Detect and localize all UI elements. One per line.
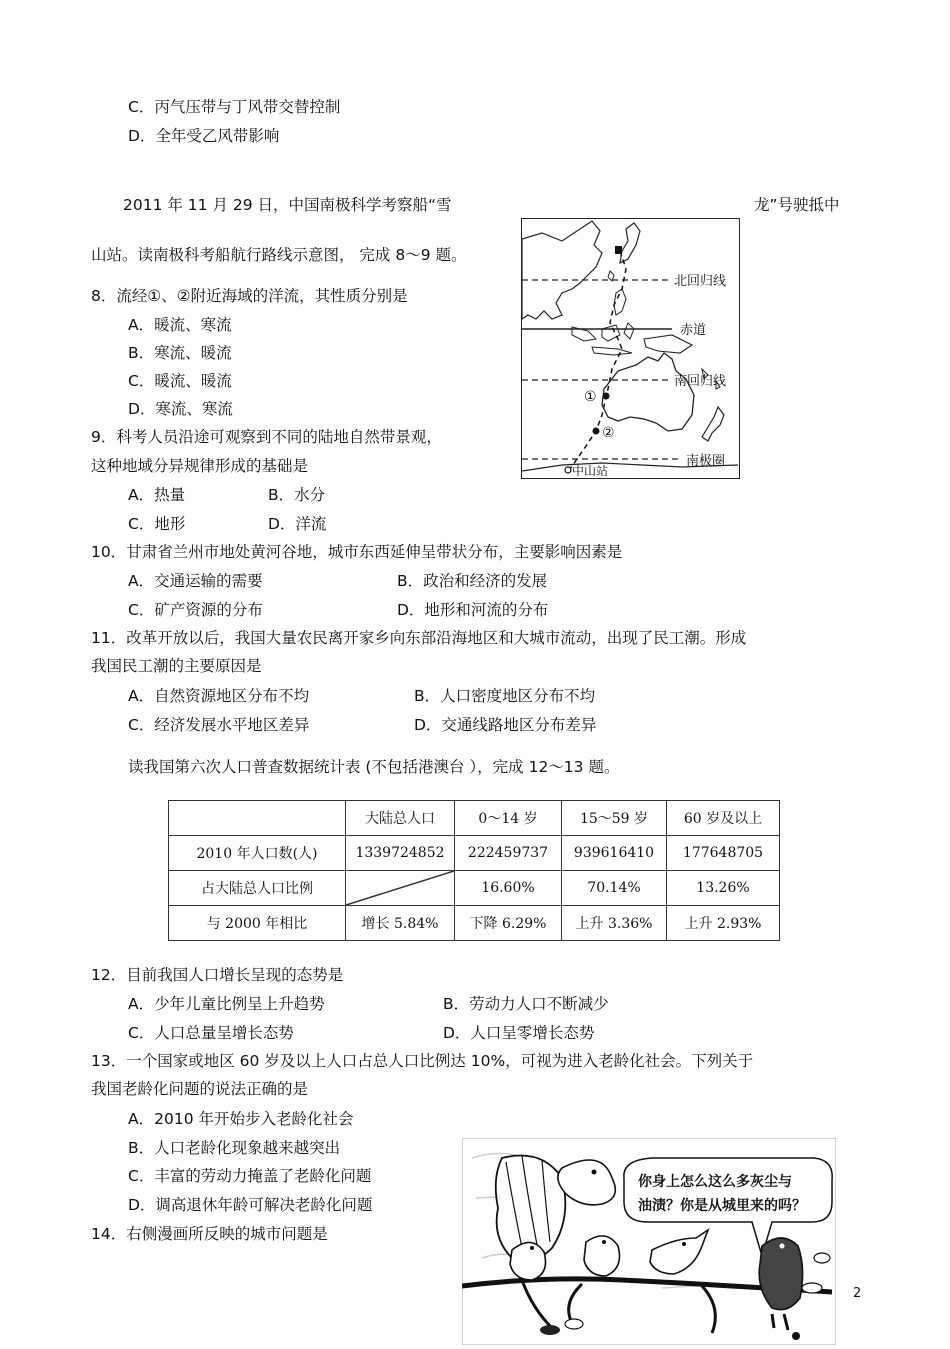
table-header-cell: 15～59 岁 [562,801,667,836]
q8-option-c: C．暖流、暖流 [128,372,232,390]
q9-option-c: C．地形 [128,515,186,533]
q12-option-b: B．劳动力人口不断减少 [443,995,609,1013]
table-header-cell [169,801,346,836]
q11-option-a: A．自然资源地区分布不均 [128,687,310,705]
table-cell: 16.60% [455,871,562,906]
australia-coastline [602,353,694,431]
table-cell: 上升 2.93% [667,906,780,941]
q8-option-d: D．寒流、寒流 [128,400,233,418]
antarctic-route-map [521,218,740,479]
q10-option-b: B．政治和经济的发展 [397,572,548,590]
table-cell: 13.26% [667,871,780,906]
table-cell-diagonal [346,871,455,906]
q7-option-d: D．全年受乙风带影响 [128,127,280,145]
bird-dirty [759,1238,802,1310]
q11-option-c: C．经济发展水平地区差异 [128,716,310,734]
q12-option-a: A．少年儿童比例呈上升趋势 [128,995,325,1013]
label-equator: 赤道 [680,323,707,338]
q14-stem: 14．右侧漫画所反映的城市问题是 [91,1225,328,1243]
intro-8-9-line2: 山站。读南极科考船航行路线示意图， 完成 8～9 题。 [91,246,467,264]
q13-stem-line2: 我国老龄化问题的说法正确的是 [91,1080,309,1098]
q10-option-d: D．地形和河流的分布 [397,601,549,619]
table-cell: 2010 年人口数(人) [169,836,346,871]
q10-option-c: C．矿产资源的分布 [128,601,263,619]
table-row [169,836,780,871]
q9-stem-line2: 这种地域分异规律形成的基础是 [91,457,309,475]
intro-12-13: 读我国第六次人口普查数据统计表 (不包括港澳台 ），完成 12～13 题。 [128,758,620,776]
q9-option-d: D．洋流 [268,515,327,533]
q7-option-c: C．丙气压带与丁风带交替控制 [128,98,341,116]
intro-8-9-line1: 2011 年 11 月 29 日，中国南极科学考察船“雪 [123,196,452,214]
speech-line-2: 油渍？你是从城里来的吗？ [638,1198,806,1214]
q10-stem: 10．甘肃省兰州市地处黄河谷地，城市东西延伸呈带状分布，主要影响因素是 [91,543,623,561]
q12-option-d: D．人口呈零增长态势 [443,1024,595,1042]
q13-stem-line1: 13．一个国家或地区 60 岁及以上人口占总人口比例达 10%，可视为进入老龄化社会。下列关于 [91,1052,754,1070]
q12-stem: 12．目前我国人口增长呈现的态势是 [91,966,344,984]
table-header-cell: 60 岁及以上 [667,801,780,836]
intro-8-9-line1-right: 龙”号驶抵中 [754,196,840,214]
table-row [169,906,780,941]
q11-option-d: D．交通线路地区分布差异 [414,716,597,734]
table-header-cell: 0～14 岁 [455,801,562,836]
q12-option-c: C．人口总量呈增长态势 [128,1024,294,1042]
point-2-marker [593,428,600,435]
page-number: 2 [853,1286,862,1301]
q9-stem-line1: 9．科考人员沿途可观察到不同的陆地自然带景观， [91,428,442,446]
q11-option-b: B．人口密度地区分布不均 [414,687,596,705]
table-cell: 70.14% [562,871,667,906]
q8-option-a: A．暖流、寒流 [128,316,232,334]
point-1-marker [603,393,610,400]
table-cell: 与 2000 年相比 [169,906,346,941]
q13-option-c: C．丰富的劳动力掩盖了老龄化问题 [128,1167,372,1185]
asia-coastline [522,221,602,319]
table-cell: 上升 3.36% [562,906,667,941]
table-row [169,871,780,906]
label-point-2: ② [602,425,615,441]
table-cell: 222459737 [455,836,562,871]
table-cell: 1339724852 [346,836,455,871]
q8-stem: 8．流经①、②附近海域的洋流，其性质分别是 [91,287,408,305]
q8-option-b: B．寒流、暖流 [128,344,232,362]
q11-stem-line2: 我国民工潮的主要原因是 [91,657,262,675]
label-tropic-capricorn: 南回归线 [674,374,727,389]
zhongshan-marker [565,467,571,473]
bird-small-1 [510,1242,546,1280]
q9-option-a: A．热量 [128,486,186,504]
q13-option-d: D．调高退休年龄可解决老龄化问题 [128,1196,373,1214]
table-cell: 下降 6.29% [455,906,562,941]
japan-island [620,223,640,263]
table-header-row [169,801,780,836]
table-cell: 177648705 [667,836,780,871]
q11-stem-line1: 11．改革开放以后，我国大量农民离开家乡向东部沿海地区和大城市流动，出现了民工潮。形成 [91,629,747,647]
label-tropic-cancer: 北回归线 [674,274,727,289]
table-cell: 增长 5.84% [346,906,455,941]
speech-line-1: 你身上怎么这么多灰尘与 [638,1174,792,1190]
label-antarctic-circle: 南极圈 [686,454,726,469]
census-table [168,800,780,941]
q10-option-a: A．交通运输的需要 [128,572,263,590]
birds-cartoon [462,1138,836,1345]
q13-option-a: A．2010 年开始步入老龄化社会 [128,1110,354,1128]
table-header-cell: 大陆总人口 [346,801,455,836]
table-cell: 占大陆总人口比例 [169,871,346,906]
label-zhongshan: 中山站 [572,464,609,477]
q9-option-b: B．水分 [268,486,326,504]
bird-small-2 [584,1236,620,1276]
label-point-1: ① [584,389,597,405]
table-cell: 939616410 [562,836,667,871]
new-zealand [702,407,724,441]
q13-option-b: B．人口老龄化现象越来越突出 [128,1139,341,1157]
